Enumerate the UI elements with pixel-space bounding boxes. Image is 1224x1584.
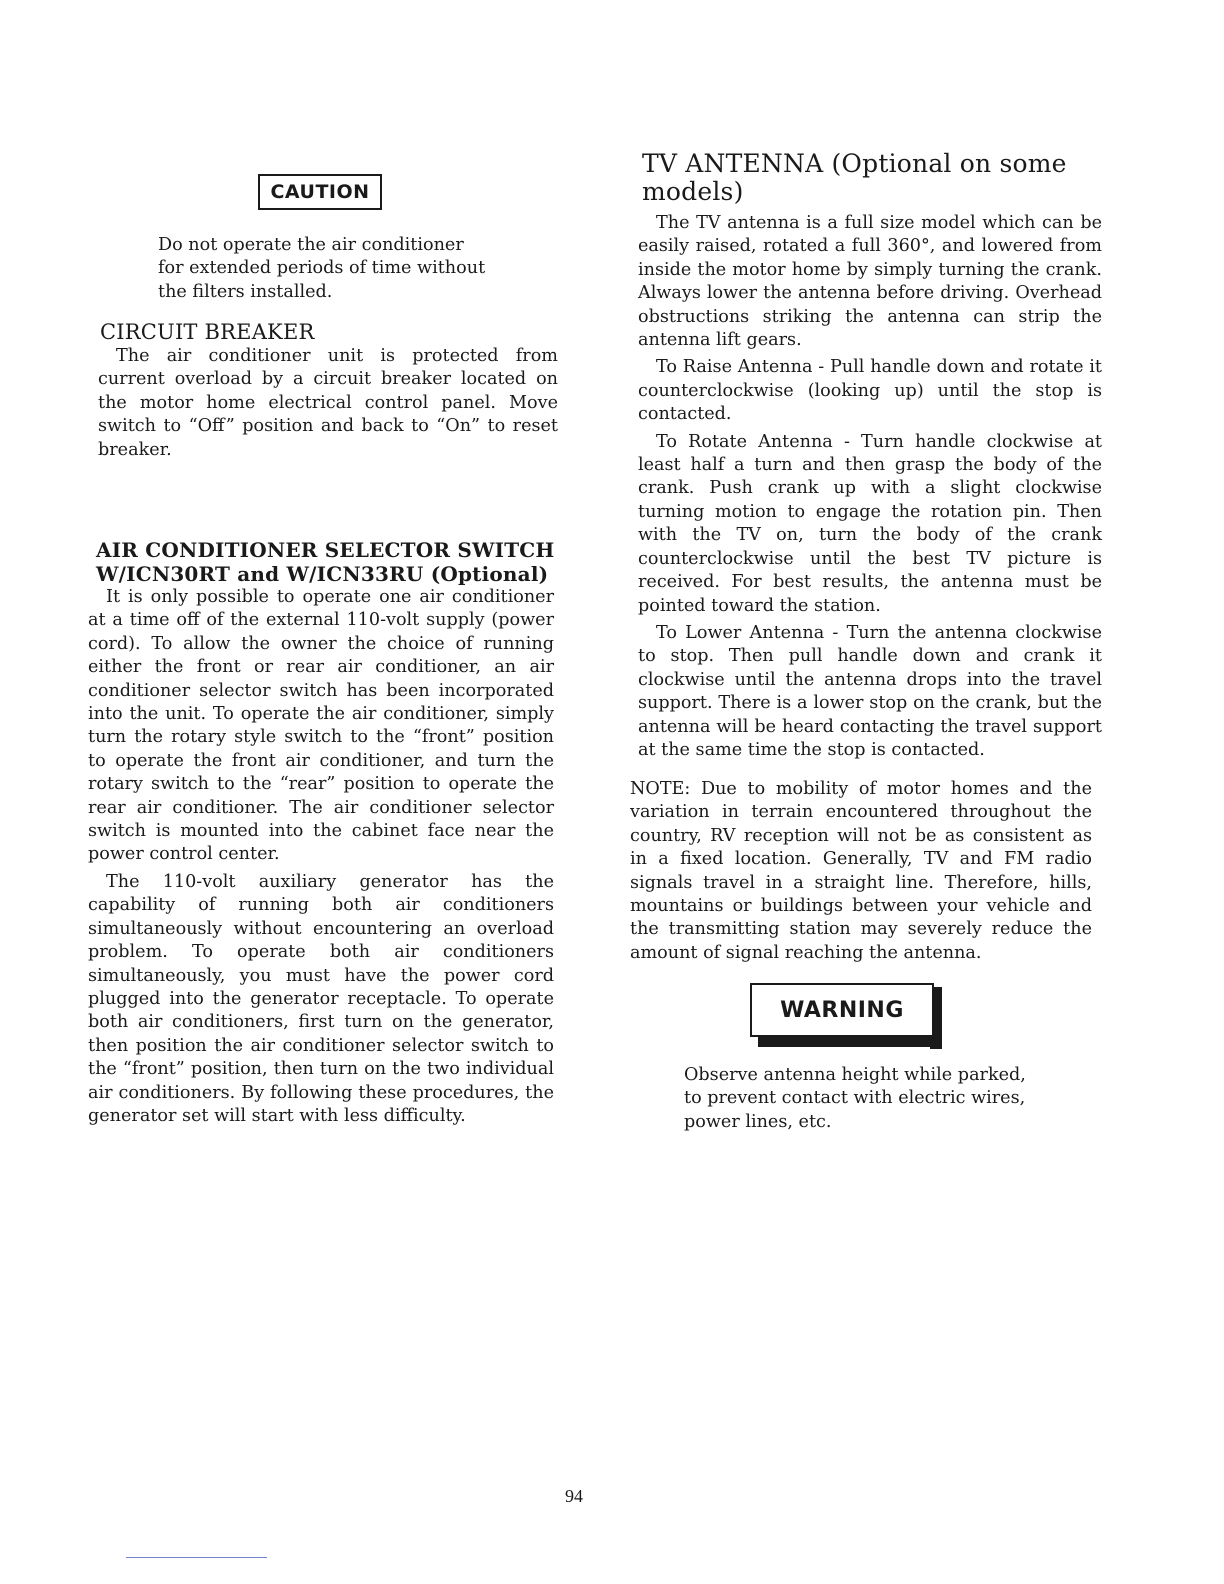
- tv-note-paragraph: NOTE: Due to mobility of motor homes and the variation in terrain encountered throughout the country, RV reception will not be as consistent as in a fixed location. Generally, TV and FM radio signals travel in a straight line. Therefore, hills, mountains or buildings between your vehicle and the transmitting station may severely reduce the amount of signal reaching the antenna.: [630, 779, 1092, 963]
- ac-heading-line1: AIR CONDITIONER SELECTOR SWITCH: [96, 538, 555, 562]
- tv-heading-line2: models): [642, 177, 744, 206]
- ac-selector-heading: [96, 538, 556, 586]
- warning-line: power lines, etc.: [684, 1111, 832, 1132]
- tv-paragraph-3: To Rotate Antenna - Turn handle clockwise at least half a turn and then grasp the body of the crank. Push crank up with a slight clockwise turning motion to engage the rotation pin. Then with the TV on, turn the body of the crank counterclockwise until the best TV picture is received. For best results, the antenna must be pointed toward the station.: [638, 431, 1102, 616]
- ac-heading-line2: W/ICN30RT and W/ICN33RU (Optional): [96, 562, 549, 586]
- caution-line: for extended periods of time without: [158, 258, 486, 279]
- warning-text: [684, 1064, 1044, 1134]
- warning-label-box: [750, 983, 944, 1051]
- tv-paragraph-1: The TV antenna is a full size model which can be easily raised, rotated a full 360°, and lowered from inside the motor home by simply turning the crank. Always lower the antenna before driving. Overhead obstructions striking the antenna can strip the antenna lift gears.: [638, 213, 1102, 351]
- tv-antenna-heading: [642, 150, 1104, 206]
- caution-line: Do not operate the air conditioner: [158, 235, 464, 255]
- tv-paragraph-4: To Lower Antenna - Turn the antenna clockwise to stop. Then pull handle down and crank it clockwise until the antenna drops into the travel support. There is a lower stop on the crank, but the antenna will be heard contacting the travel support at the same time the stop is contacted.: [638, 622, 1102, 760]
- warning-line: Observe antenna height while parked,: [684, 1065, 1026, 1085]
- circuit-breaker-paragraph: The air conditioner unit is protected from current overload by a circuit breaker located on the motor home electrical control panel. Move switch to “Off” position and back to “On” to reset breaker.: [98, 346, 558, 460]
- page-number: 94: [565, 1486, 583, 1506]
- caution-line: the filters installed.: [158, 281, 333, 302]
- warning-label: WARNING: [780, 997, 904, 1023]
- tv-heading-line1: TV ANTENNA (Optional on some: [642, 149, 1067, 178]
- circuit-breaker-body: [98, 345, 558, 462]
- ac-paragraph-1: It is only possible to operate one air conditioner at a time off of the external 110-volt supply (power cord). To allow the owner the choice of running either the front or rear air conditioner, an air conditioner selector switch has been incorporated into the unit. To operate the air conditioner, simply turn the rotary style switch to the “front” position to operate the front air conditioner, and turn the rotary switch to the “rear” position to operate the rear air conditioner. The air conditioner selector switch is mounted into the cabinet face near the power control center.: [88, 587, 554, 865]
- footer-rule: [126, 1557, 267, 1558]
- caution-text: [158, 234, 518, 304]
- caution-label: CAUTION: [270, 181, 370, 203]
- warning-frame: [750, 983, 934, 1037]
- ac-selector-body: [88, 586, 554, 1128]
- circuit-breaker-heading: CIRCUIT BREAKER: [100, 320, 315, 344]
- tv-antenna-note: [630, 778, 1092, 965]
- warning-line: to prevent contact with electric wires,: [684, 1088, 1026, 1109]
- tv-paragraph-2: To Raise Antenna - Pull handle down and rotate it counterclockwise (looking up) until the stop is contacted.: [638, 357, 1102, 425]
- ac-paragraph-2: The 110-volt auxiliary generator has the capability of running both air conditioners simultaneously without encountering an overload problem. To operate both air conditioners simultaneously, you must have the power cord plugged into the generator receptacle. To operate both air conditioners, first turn on the generator, then position the air conditioner selector switch to the “front” position, then turn on the two individual air conditioners. By following these procedures, the generator set will start with less difficulty.: [88, 871, 554, 1126]
- caution-label-box: [258, 174, 382, 210]
- tv-antenna-body: [638, 212, 1102, 762]
